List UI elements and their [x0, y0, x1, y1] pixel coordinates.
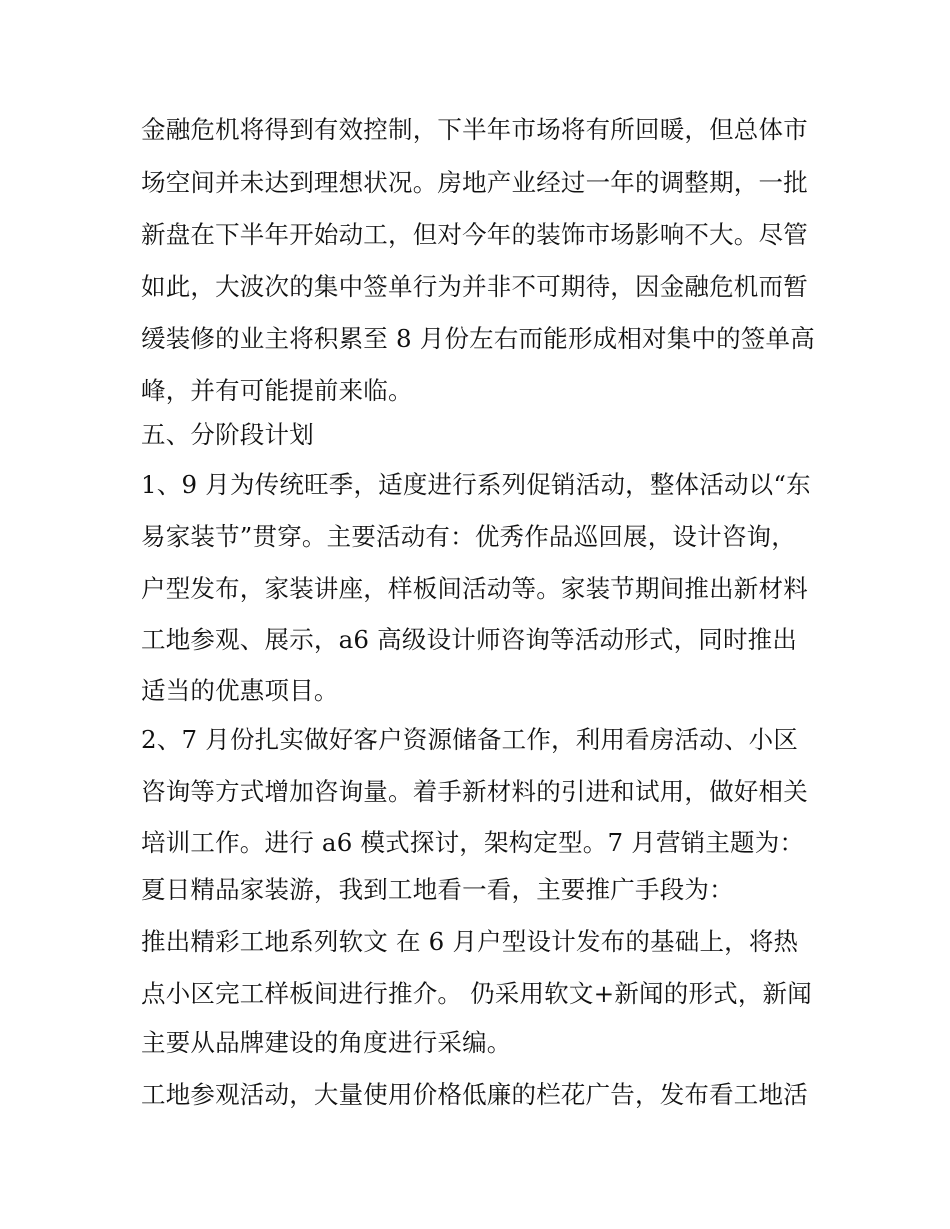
section-heading: 五、分阶段计划 — [141, 420, 314, 449]
text-line: 夏日精品家装游，我到工地看一看，主要推广手段为： — [141, 875, 734, 904]
text-line: 1、9 月为传统旺季，适度进行系列促销活动，整体活动以“东 — [141, 470, 811, 499]
text-line: 场空间并未达到理想状况。房地产业经过一年的调整期，一批 — [141, 168, 808, 197]
text-line: 咨询等方式增加咨询量。着手新材料的引进和试用，做好相关 — [141, 777, 808, 806]
text-line: 适当的优惠项目。 — [141, 676, 339, 705]
text-line: 金融危机将得到有效控制，下半年市场将有所回暖，但总体市 — [141, 115, 808, 144]
text-line: 峰，并有可能提前来临。 — [141, 376, 413, 405]
text-line: 主要从品牌建设的角度进行采编。 — [141, 1028, 512, 1057]
text-line: 工地参观活动，大量使用价格低廉的栏花广告，发布看工地活 — [141, 1080, 808, 1109]
text-line: 工地参观、展示，a6 高级设计师咨询等活动形式，同时推出 — [141, 625, 798, 654]
text-line: 培训工作。进行 a6 模式探讨，架构定型。7 月营销主题为： — [141, 828, 805, 857]
text-line: 如此，大波次的集中签单行为并非不可期待，因金融危机而暂 — [141, 272, 808, 301]
text-line: 户型发布，家装讲座，样板间活动等。家装节期间推出新材料 — [141, 574, 808, 603]
text-line: 推出精彩工地系列软文 在 6 月户型设计发布的基础上，将热 — [141, 927, 799, 956]
text-line: 缓装修的业主将积累至 8 月份左右而能形成相对集中的签单高 — [141, 324, 815, 353]
text-line: 点小区完工样板间进行推介。 仍采用软文+新闻的形式，新闻 — [141, 979, 812, 1008]
text-line: 2、7 月份扎实做好客户资源储备工作，利用看房活动、小区 — [141, 725, 799, 754]
text-line: 易家装节”贯穿。主要活动有：优秀作品巡回展，设计咨询， — [141, 522, 796, 551]
text-line: 新盘在下半年开始动工，但对今年的装饰市场影响不大。尽管 — [141, 220, 808, 249]
